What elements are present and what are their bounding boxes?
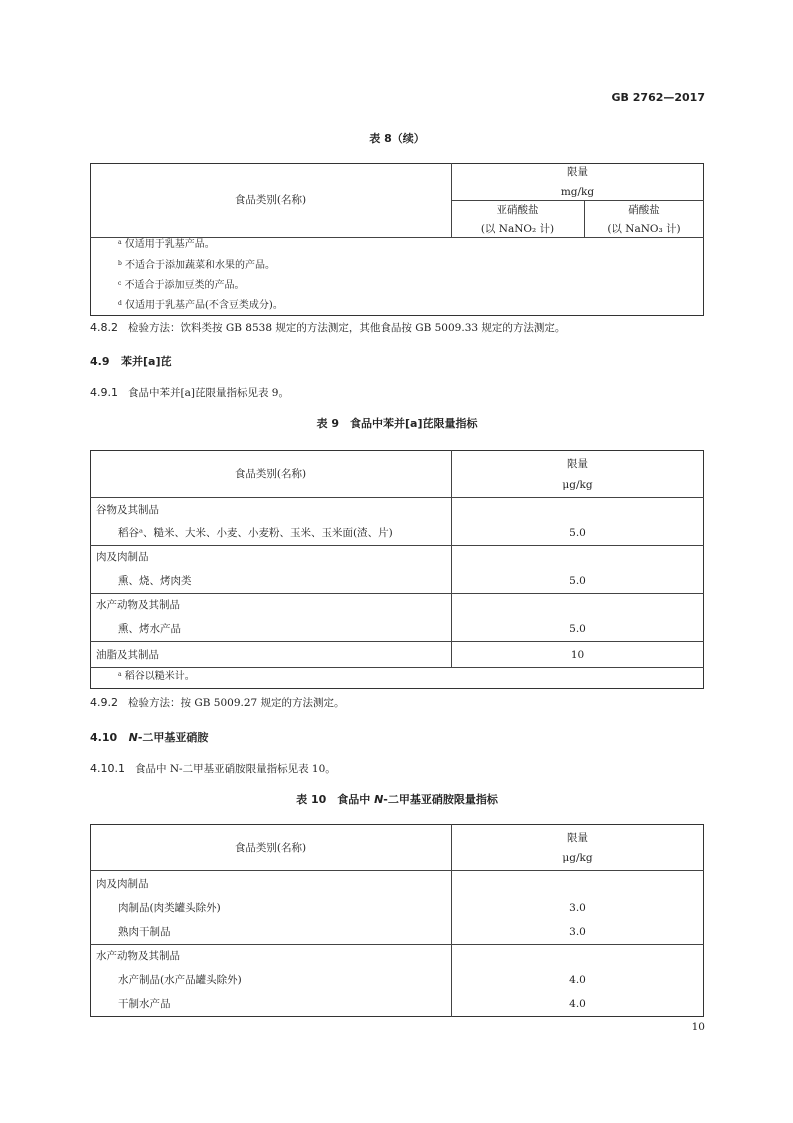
section-4-9-heading: 4.9 苯并[a]芘 [90, 355, 172, 368]
table10-item: 干制水产品 [118, 998, 171, 1010]
section-4-9-1: 4.9.1 食品中苯并[a]芘限量指标见表 9。 [90, 386, 289, 399]
table9-value: 10 [570, 649, 585, 661]
table9-header-bottom [90, 497, 704, 498]
table8-footnote: $^d$ 仅适用于乳基产品(不含豆类成分)。 [118, 300, 283, 311]
table9-category: 肉及肉制品 [96, 551, 149, 563]
table8-unit-divider [451, 200, 704, 201]
table9-value: 5.0 [569, 527, 586, 539]
table10-value: 3.0 [569, 926, 586, 938]
table10-item: 熟肉干制品 [118, 926, 171, 938]
table8-col-limit: 限量 [567, 166, 588, 178]
table9-value: 5.0 [569, 575, 586, 587]
table8-sub2-basis: (以 NaNO₃ 计) [607, 223, 681, 235]
table8-footnote: $^c$ 不适合于添加豆类的产品。 [118, 280, 245, 291]
table10-category: 水产动物及其制品 [96, 950, 180, 962]
table9-row-divider [90, 667, 704, 668]
table10-item: 水产制品(水产品罐头除外) [118, 974, 242, 986]
table9-col-food: 食品类别(名称) [234, 468, 307, 480]
table9-col-limit: 限量 [567, 458, 588, 470]
table10-item: 肉制品(肉类罐头除外) [118, 902, 221, 914]
table8-footnote: $^a$ 仅适用于乳基产品。 [118, 239, 215, 250]
table9-item: 稻谷ᵃ、糙米、大米、小麦、小麦粉、玉米、玉米面(渣、片) [118, 527, 393, 539]
table10-unit: μg/kg [562, 852, 593, 864]
table9-item: 熏、烧、烤肉类 [118, 575, 192, 587]
table8-sub1-basis: (以 NaNO₂ 计) [480, 223, 555, 235]
table10-col-limit: 限量 [567, 832, 588, 844]
table10-value: 3.0 [569, 902, 586, 914]
table9-row-divider [90, 593, 704, 594]
table10-category: 肉及肉制品 [96, 878, 149, 890]
section-4-9-2: 4.9.2 检验方法：按 GB 5009.27 规定的方法测定。 [90, 696, 345, 709]
table8-sub1-name: 亚硝酸盐 [496, 204, 539, 216]
table9-title: 表 9 食品中苯并[a]芘限量指标 [316, 417, 478, 430]
table9-category: 谷物及其制品 [96, 504, 159, 516]
table9-item: 熏、烤水产品 [118, 623, 181, 635]
table9-unit: μg/kg [562, 479, 593, 491]
table8-col-food: 食品类别(名称) [234, 194, 307, 206]
table10-header-bottom [90, 870, 704, 871]
table10-title: 表 10 食品中 N-二甲基亚硝胺限量指标 [296, 793, 498, 806]
table10-col-food: 食品类别(名称) [234, 842, 307, 854]
table8-title: 表 8（续） [369, 132, 425, 145]
table9-row-divider [90, 641, 704, 642]
table10-value: 4.0 [569, 974, 586, 986]
table8-sub2-name: 硝酸盐 [628, 204, 660, 216]
section-4-8-2: 4.8.2 检验方法：饮料类按 GB 8538 规定的方法测定，其他食品按 GB 5009.33 规定的方法测定。 [90, 321, 566, 334]
table8-unit: mg/kg [560, 186, 595, 198]
table10-row-divider [90, 944, 704, 945]
table9-row-divider [90, 545, 704, 546]
table9-value: 5.0 [569, 623, 586, 635]
standard-code: GB 2762—2017 [611, 91, 705, 104]
page-number: 10 [691, 1021, 705, 1033]
table10-value: 4.0 [569, 998, 586, 1010]
table9-category: 油脂及其制品 [96, 649, 159, 661]
section-4-10-heading: 4.10 N-二甲基亚硝胺 [90, 731, 209, 744]
table9-footnote: $^a$ 稻谷以糙米计。 [118, 671, 195, 682]
section-4-10-1: 4.10.1 食品中 N-二甲基亚硝胺限量指标见表 10。 [90, 762, 336, 775]
table9-category: 水产动物及其制品 [96, 599, 180, 611]
table8-footnote: $^b$ 不适合于添加蔬菜和水果的产品。 [118, 260, 276, 271]
